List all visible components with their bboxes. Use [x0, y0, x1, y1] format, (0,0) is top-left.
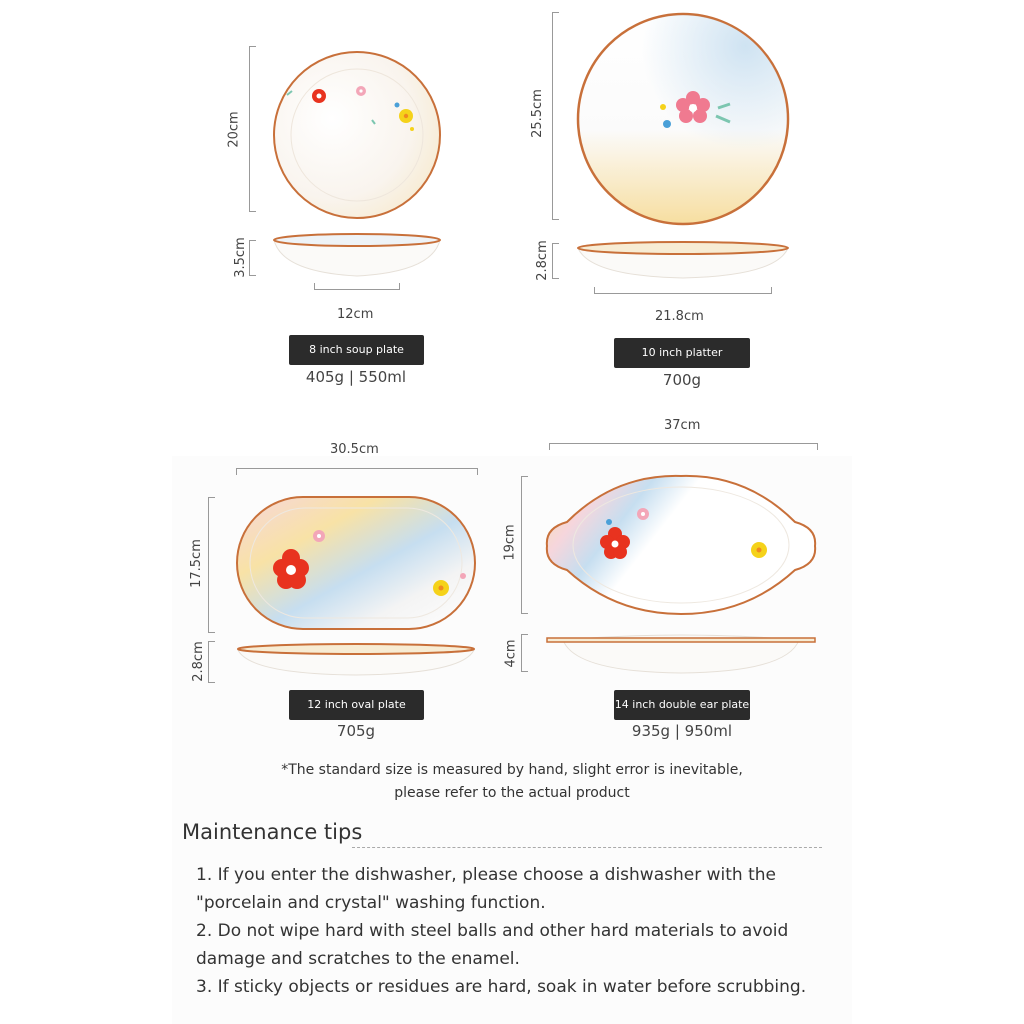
platter-top-image: [576, 12, 790, 226]
product-name-tag: 12 inch oval plate: [289, 690, 424, 720]
base-bracket: [594, 287, 772, 294]
oval-plate-top-image: [236, 496, 476, 630]
height-label: 2.8cm: [190, 641, 206, 682]
product-spec: 705g: [336, 722, 376, 740]
width-label: 19cm: [502, 524, 518, 561]
width-bracket: [208, 497, 215, 633]
measurement-note-line-1: *The standard size is measured by hand, slight error is inevitable,: [281, 762, 743, 778]
diameter-bracket: [552, 12, 559, 220]
soup-plate-top-image: [272, 50, 442, 220]
length-bracket: [236, 468, 478, 475]
double-ear-plate-side-image: [545, 628, 817, 674]
flower-red-icon: [312, 89, 326, 103]
height-label: 3.5cm: [232, 237, 248, 278]
product-spec: 935g | 950ml: [631, 722, 733, 740]
height-bracket: [521, 634, 528, 672]
length-bracket: [549, 443, 818, 450]
height-label: 2.8cm: [534, 240, 550, 281]
flower-yellow-icon: [433, 580, 449, 596]
base-label: 12cm: [337, 307, 374, 322]
product-name-tag: 14 inch double ear plate: [614, 690, 750, 720]
maintenance-tip-3: 3. If sticky objects or residues are hard, soak in water before scrubbing.: [196, 977, 807, 997]
flower-yellow-icon: [751, 542, 767, 558]
flower-pink-icon: [637, 508, 649, 520]
height-bracket: [552, 243, 559, 279]
product-name-tag: 10 inch platter: [614, 338, 750, 368]
width-label: 17.5cm: [188, 539, 204, 588]
base-bracket: [314, 283, 400, 290]
product-spec: 405g | 550ml: [305, 368, 407, 386]
height-bracket: [208, 641, 215, 683]
diameter-label: 20cm: [226, 111, 242, 148]
maintenance-title: Maintenance tips: [182, 820, 363, 844]
flower-pink-icon: [313, 530, 325, 542]
length-label: 30.5cm: [330, 442, 379, 457]
diameter-bracket: [249, 46, 256, 212]
soup-plate-side-image: [272, 232, 442, 278]
product-spec: 700g: [662, 371, 702, 389]
product-name-tag: 8 inch soup plate: [289, 335, 424, 365]
diameter-label: 25.5cm: [529, 89, 545, 138]
length-label: 37cm: [664, 418, 701, 433]
maintenance-tip-1: 1. If you enter the dishwasher, please choose a dishwasher with the "porcelain and crystal" washing function.: [196, 865, 776, 913]
height-bracket: [249, 240, 256, 276]
flower-pink-icon: [356, 86, 366, 96]
title-divider: [352, 847, 822, 848]
measurement-note-line-2: please refer to the actual product: [394, 785, 630, 801]
height-label: 4cm: [503, 639, 519, 668]
oval-plate-side-image: [236, 640, 476, 676]
double-ear-plate-top-image: [545, 474, 817, 616]
width-bracket: [521, 476, 528, 614]
maintenance-tip-2: 2. Do not wipe hard with steel balls and other hard materials to avoid damage and scratches to the enamel.: [196, 921, 789, 969]
flower-yellow-icon: [399, 109, 413, 123]
base-label: 21.8cm: [655, 309, 704, 324]
platter-side-image: [576, 240, 790, 280]
